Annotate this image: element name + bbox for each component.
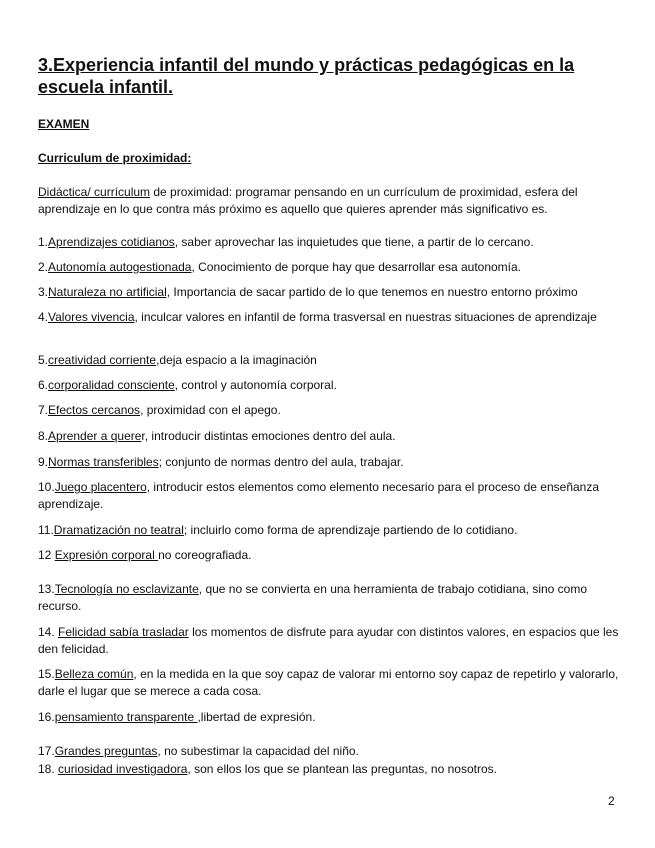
list-item: 5.creatividad corriente,deja espacio a la imaginación [38,353,317,367]
intro-paragraph [38,184,623,218]
exam-label: EXAMEN [38,117,90,131]
list-item: 13.Tecnología no esclavizante, que no se convierta en una herramienta de trabajo cotidiana, sino como recurso. [38,582,588,613]
page-title: 3.Experiencia infantil del mundo y prácticas pedagógicas en la escuela infantil. [38,55,575,97]
intro-term: Didáctica/ currículum [38,185,151,199]
list-item: 15.Belleza común, en la medida en la que soy capaz de valorar mi entorno soy capaz de repetirlo y valorarlo, darle el lugar que se merece a cada cosa. [38,667,619,698]
list-item: 4.Valores vivencia, inculcar valores en infantil de forma trasversal en nuestras situaciones de aprendizaje [38,310,597,324]
page-number: 2 [608,794,615,808]
list-item: 9.Normas transferibles; conjunto de normas dentro del aula, trabajar. [38,455,404,469]
list-item: 10.Juego placentero, introducir estos elementos como elemento necesario para el proceso de enseñanza aprendizaje. [38,480,600,511]
list-item: 12 Expresión corporal no coreografiada. [38,548,252,562]
list-item: 1.Aprendizajes cotidianos, saber aprovechar las inquietudes que tiene, a partir de lo cercano. [38,235,534,249]
list-item: 7.Efectos cercanos, proximidad con el apego. [38,403,281,417]
list-item: 11.Dramatización no teatral; incluirlo como forma de aprendizaje partiendo de lo cotidiano. [38,523,518,537]
list-item: 3.Naturaleza no artificial, Importancia de sacar partido de lo que tenemos en nuestro entorno próximo [38,285,578,299]
list-item: 18. curiosidad investigadora, son ellos los que se plantean las preguntas, no nosotros. [38,762,497,776]
list-item: 14. Felicidad sabía trasladar los momentos de disfrute para ayudar con distintos valores, en espacios que les den felicidad. [38,625,619,656]
list-item: 8.Aprender a querer, introducir distintas emociones dentro del aula. [38,429,396,443]
list-item: 17.Grandes preguntas, no subestimar la capacidad del niño. [38,744,359,758]
section-heading: Curriculum de proximidad: [38,151,192,165]
list-item: 2.Autonomía autogestionada, Conocimiento de porque hay que desarrollar esa autonomía. [38,260,522,274]
intro-text: de proximidad: programar pensando en un currículum de proximidad, esfera del aprendizaje en lo que contra más próximo es aquello que quieres aprender más significativo es. [38,185,578,216]
list-item: 16.pensamiento transparente ,libertad de expresión. [38,710,316,724]
list-item: 6.corporalidad consciente, control y autonomía corporal. [38,378,337,392]
